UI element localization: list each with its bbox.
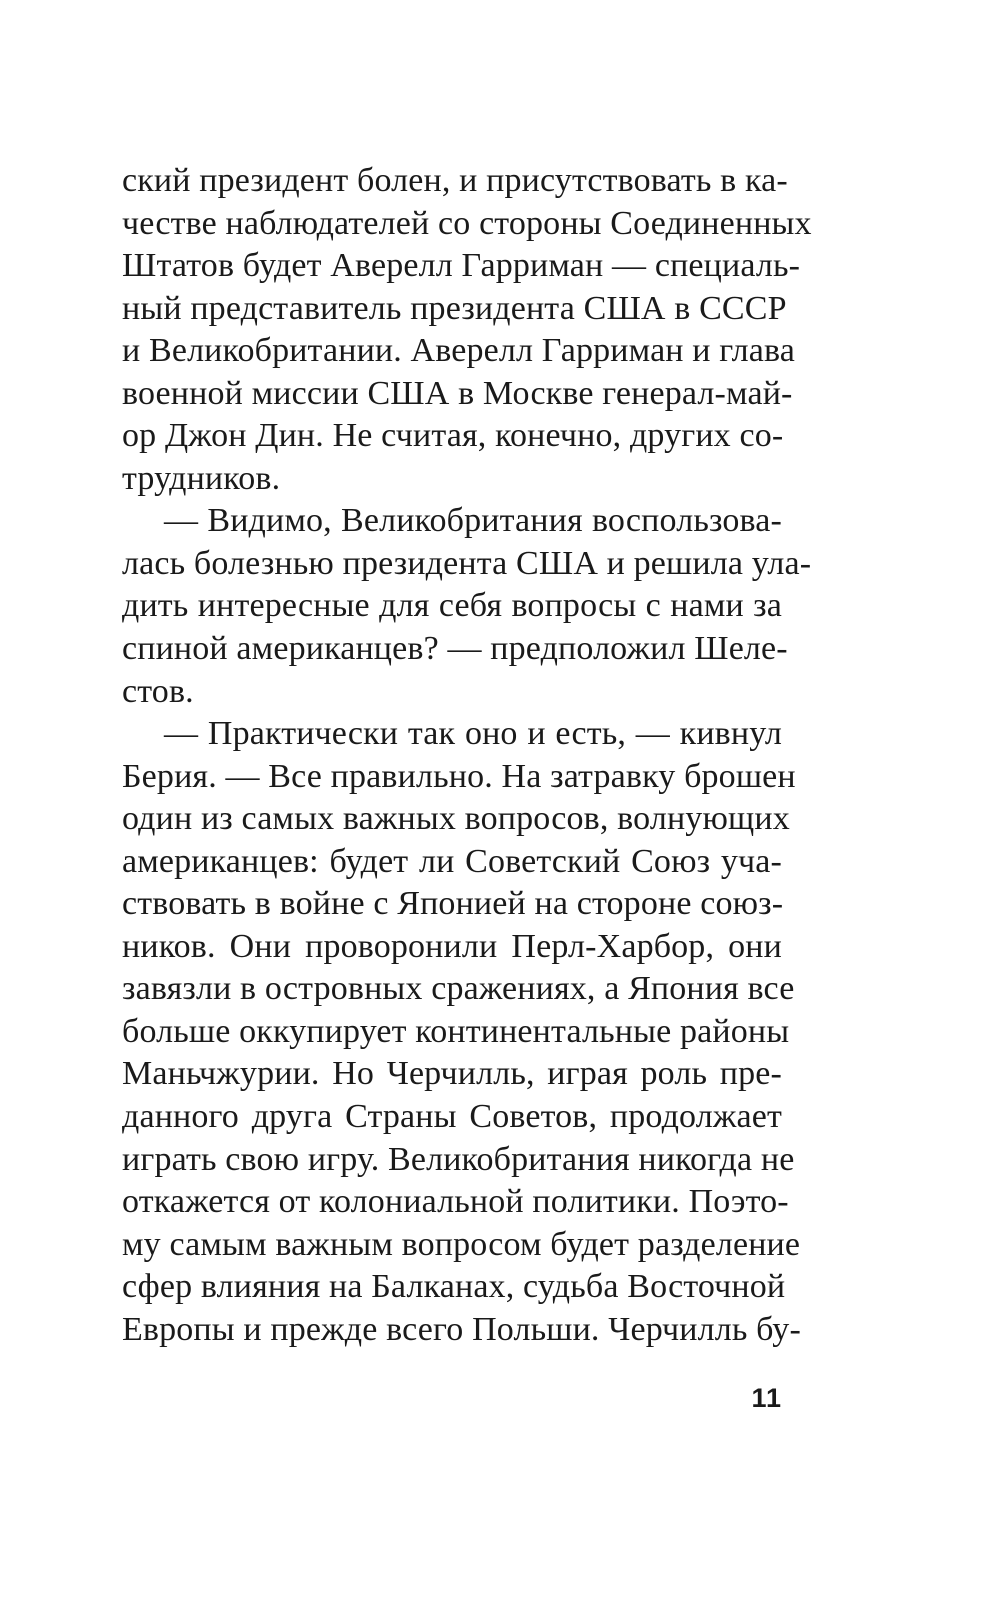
text-line: военной миссии США в Москве генерал-май- [122, 374, 793, 412]
text-line: Европы и прежде всего Польши. Черчилль бу- [122, 1310, 801, 1348]
text-line: один из самых важных вопросов, волнующих [122, 800, 790, 838]
text-line: Берия. — Все правильно. На затравку брошен [122, 757, 796, 795]
text-line: ский президент болен, и присутствовать в ка- [122, 162, 788, 199]
text-line: сфер влияния на Балканах, судьба Восточной [122, 1268, 786, 1306]
text-line: откажется от колониальной политики. Поэто- [122, 1183, 789, 1221]
text-line: Штатов будет Аверелл Гарриман — специаль- [122, 247, 801, 285]
text-line: стов. [122, 672, 194, 710]
text-line: ствовать в войне с Японией на стороне союз- [122, 885, 784, 923]
text-line: честве наблюдателей со стороны Соединенных [122, 204, 812, 242]
text-line: ников. Они проворонили Перл-Харбор, они [122, 927, 782, 965]
text-line: ный представитель президента США в СССР [122, 289, 787, 327]
text-line: лась болезнью президента США и решила ула- [122, 544, 812, 582]
body-text [122, 160, 812, 1351]
text-line: — Практически так оно и есть, — кивнул [164, 715, 782, 753]
text-line: — Видимо, Великобритания воспользова- [164, 502, 782, 540]
text-line: спиной американцев? — предположил Шеле- [122, 630, 788, 668]
page-number: 11 [751, 1383, 782, 1413]
text-line: завязли в островных сражениях, а Япония все [122, 970, 795, 1008]
text-line: американцев: будет ли Советский Союз уча- [122, 842, 782, 880]
text-line: Маньчжурии. Но Черчилль, играя роль пре- [122, 1055, 782, 1093]
text-line: данного друга Страны Советов, продолжает [122, 1098, 782, 1136]
text-line: дить интересные для себя вопросы с нами за [122, 587, 782, 625]
text-line: ор Джон Дин. Не считая, конечно, других со- [122, 417, 784, 455]
text-line: му самым важным вопросом будет разделение [122, 1225, 801, 1263]
text-line: трудников. [122, 459, 281, 497]
text-line: играть свою игру. Великобритания никогда не [122, 1140, 795, 1178]
text-line: больше оккупирует континентальные районы [122, 1012, 790, 1050]
text-line: и Великобритании. Аверелл Гарриман и глава [122, 332, 796, 370]
